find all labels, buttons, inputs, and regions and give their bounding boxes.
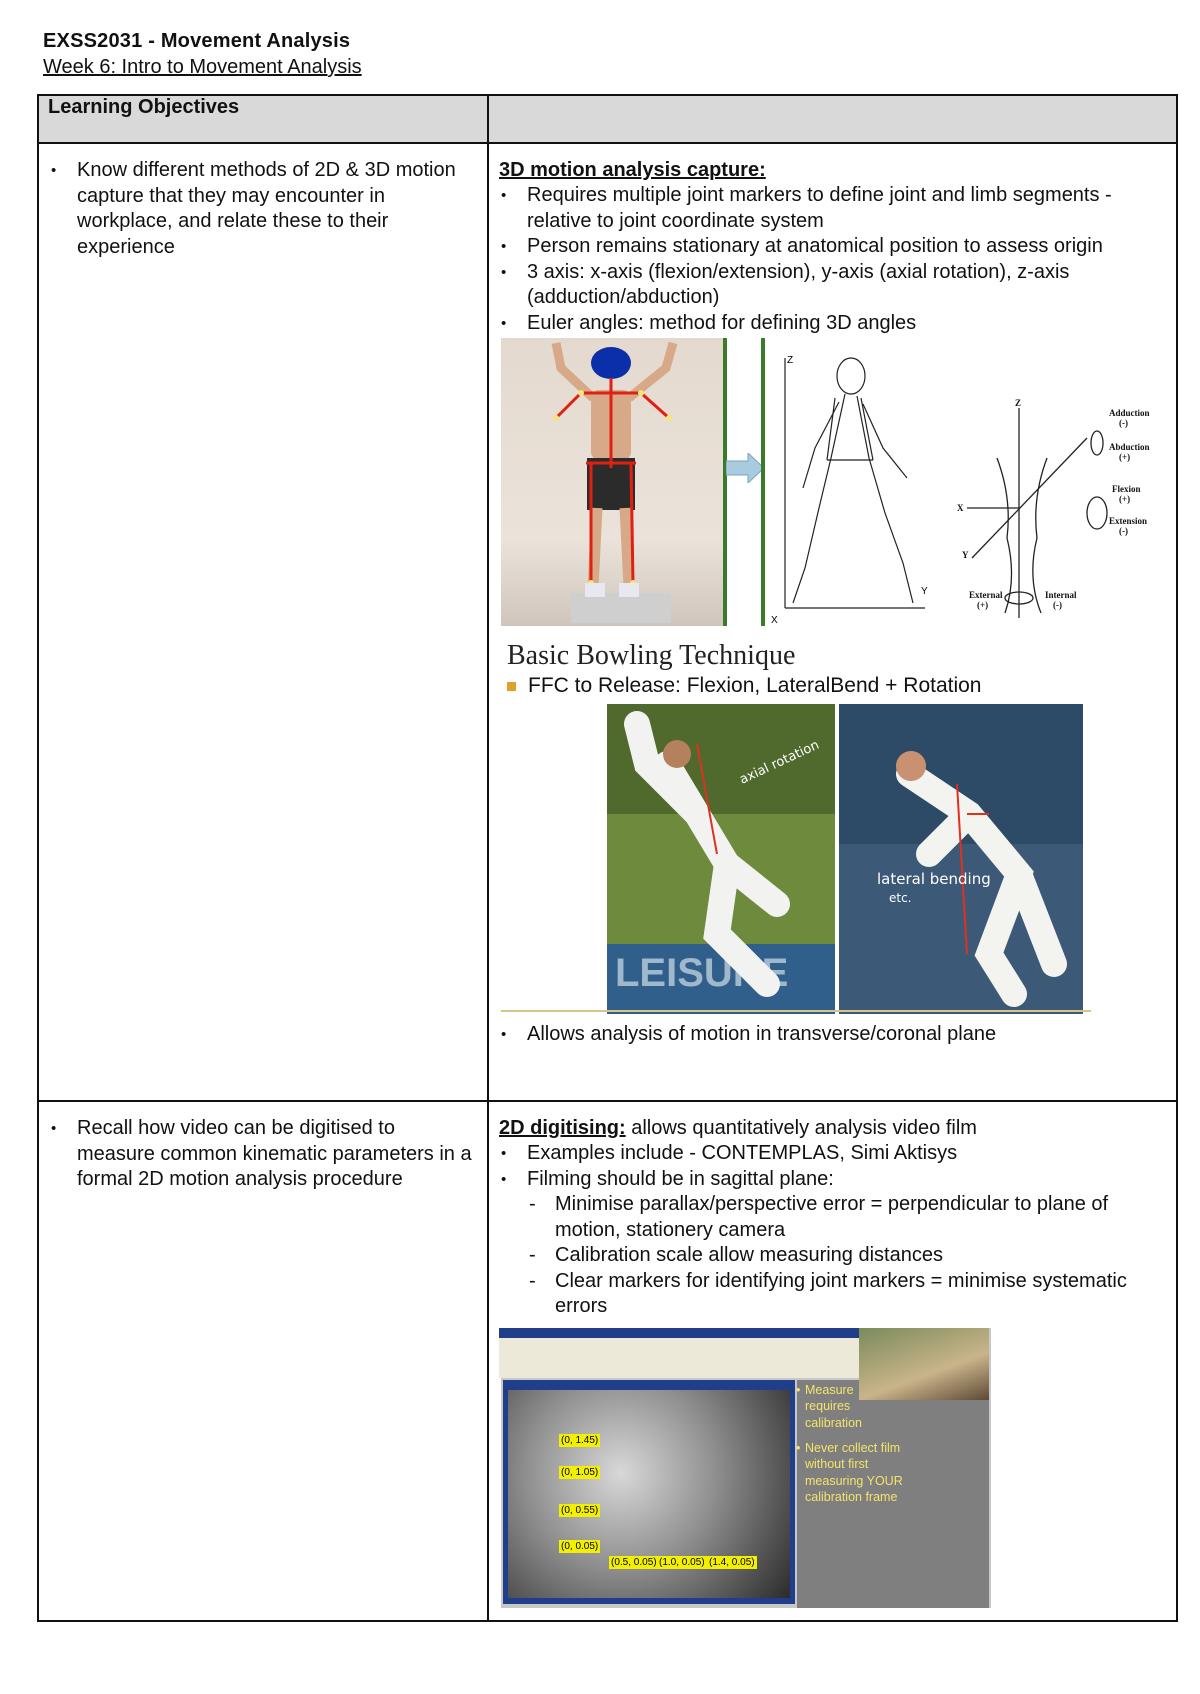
sub-list-item: - Calibration scale allow measuring distances xyxy=(527,1243,1168,1269)
calibration-label: (0, 0.05) xyxy=(561,1540,599,1552)
external-sign: (+) xyxy=(977,600,989,610)
document-subtitle: Week 6: Intro to Movement Analysis xyxy=(43,56,362,78)
document-title: EXSS2031 - Movement Analysis xyxy=(43,30,351,52)
software-note: • Never collect film without first measuring YOUR calibration frame xyxy=(796,1440,903,1504)
axis-x-label: X xyxy=(771,615,778,626)
list-item: • Euler angles: method for defining 3D angles xyxy=(499,311,1168,337)
notes-cell xyxy=(488,1101,1177,1621)
objective-text: • Recall how video can be digitised to measure common kinematic parameters in a formal 2D motion analysis procedure xyxy=(49,1116,477,1193)
table-header-row xyxy=(38,95,1177,143)
software-note: • Measure requires calibration xyxy=(796,1382,862,1430)
learning-objectives-header: Learning Objectives xyxy=(38,95,488,143)
stadium-banner-text: LEISURE xyxy=(615,951,789,995)
list-item: • Requires multiple joint markers to define joint and limb segments - relative to joint coordinate system xyxy=(499,183,1168,234)
table-row xyxy=(38,143,1177,1101)
marker-person-photo xyxy=(501,338,723,626)
axis-z-label: Z xyxy=(787,355,794,366)
axis-z-label: Z xyxy=(1015,398,1022,408)
notes-cell xyxy=(488,143,1177,1101)
axis-x-label: X xyxy=(957,503,964,513)
euler-axes-diagram xyxy=(957,398,1157,626)
bowling-title: Basic Bowling Technique xyxy=(507,640,796,671)
flexion-sign: (+) xyxy=(1119,494,1131,504)
list-item: • 3 axis: x-axis (flexion/extension), y-axis (axial rotation), z-axis (adduction/abduction) xyxy=(499,260,1168,311)
bowler-photo-1 xyxy=(607,704,835,1014)
external-label: External xyxy=(969,590,1003,600)
bowling-technique-figure xyxy=(499,636,1168,1016)
calibration-label: (1.0, 0.05) xyxy=(659,1556,705,1568)
internal-sign: (-) xyxy=(1053,600,1062,610)
calibration-label: (1.4, 0.05) xyxy=(709,1556,755,1568)
calibration-label: (0, 1.05) xyxy=(561,1466,599,1478)
axis-y-label: Y xyxy=(921,586,928,597)
sub-list-item: - Clear markers for identifying joint markers = minimise systematic errors xyxy=(527,1269,1168,1320)
etc-annotation: etc. xyxy=(889,891,912,905)
motion-capture-figure xyxy=(499,338,1168,628)
flexion-label: Flexion xyxy=(1112,484,1141,494)
section-heading-3d: 3D motion analysis capture: xyxy=(499,159,766,181)
square-bullet-icon xyxy=(507,682,516,691)
figure-underline xyxy=(501,1010,1091,1012)
list-item: • Allows analysis of motion in transverse/coronal plane xyxy=(499,1022,1168,1048)
abduction-label: Abduction xyxy=(1109,442,1150,452)
list-item: • Examples include - CONTEMPLAS, Simi Aktisys xyxy=(499,1141,1168,1167)
lateral-bending-annotation: lateral bending xyxy=(877,870,991,888)
internal-label: Internal xyxy=(1045,590,1077,600)
digitising-intro: 2D digitising: allows quantitatively analysis video film xyxy=(499,1117,977,1139)
digitising-software-screenshot xyxy=(499,1328,1168,1610)
abduction-sign: (+) xyxy=(1119,452,1131,462)
axial-rotation-annotation: axial rotation xyxy=(737,737,822,788)
notes-table xyxy=(37,94,1178,1622)
bowling-subtitle: FFC to Release: Flexion, LateralBend + Rotation xyxy=(507,674,982,698)
bowler-photo-2 xyxy=(839,704,1083,1014)
extension-label: Extension xyxy=(1109,516,1148,526)
calibration-label: (0, 1.45) xyxy=(561,1434,599,1446)
section-heading-2d: 2D digitising: xyxy=(499,1117,626,1139)
adduction-sign: (-) xyxy=(1119,418,1128,428)
table-row xyxy=(38,1101,1177,1621)
sub-list-item: - Minimise parallax/perspective error = perpendicular to plane of motion, stationery camera xyxy=(527,1192,1168,1243)
calibration-label: (0.5, 0.05) xyxy=(611,1556,657,1568)
walking-skeleton-diagram xyxy=(765,338,935,626)
list-item: • Person remains stationary at anatomical position to assess origin xyxy=(499,234,1168,260)
arrow-icon xyxy=(726,453,764,483)
presenter-webcam xyxy=(859,1328,989,1400)
axis-y-label: Y xyxy=(962,550,969,560)
objective-cell xyxy=(38,143,488,1101)
calibration-label: (0, 0.55) xyxy=(561,1504,599,1516)
adduction-label: Adduction xyxy=(1109,408,1150,418)
objective-cell xyxy=(38,1101,488,1621)
objective-text: • Know different methods of 2D & 3D motion capture that they may encounter in workplace, and relate these to their experience xyxy=(49,158,477,260)
document-header xyxy=(43,28,362,80)
list-item: • Filming should be in sagittal plane: - Minimise parallax/perspective error = perpendicular to plane of motion, stationery camera - Calibration scale allow measuring distances - Clear markers for identifying joint markers = minimise systematic errors xyxy=(499,1167,1168,1320)
extension-sign: (-) xyxy=(1119,526,1128,536)
notes-header xyxy=(488,95,1177,143)
